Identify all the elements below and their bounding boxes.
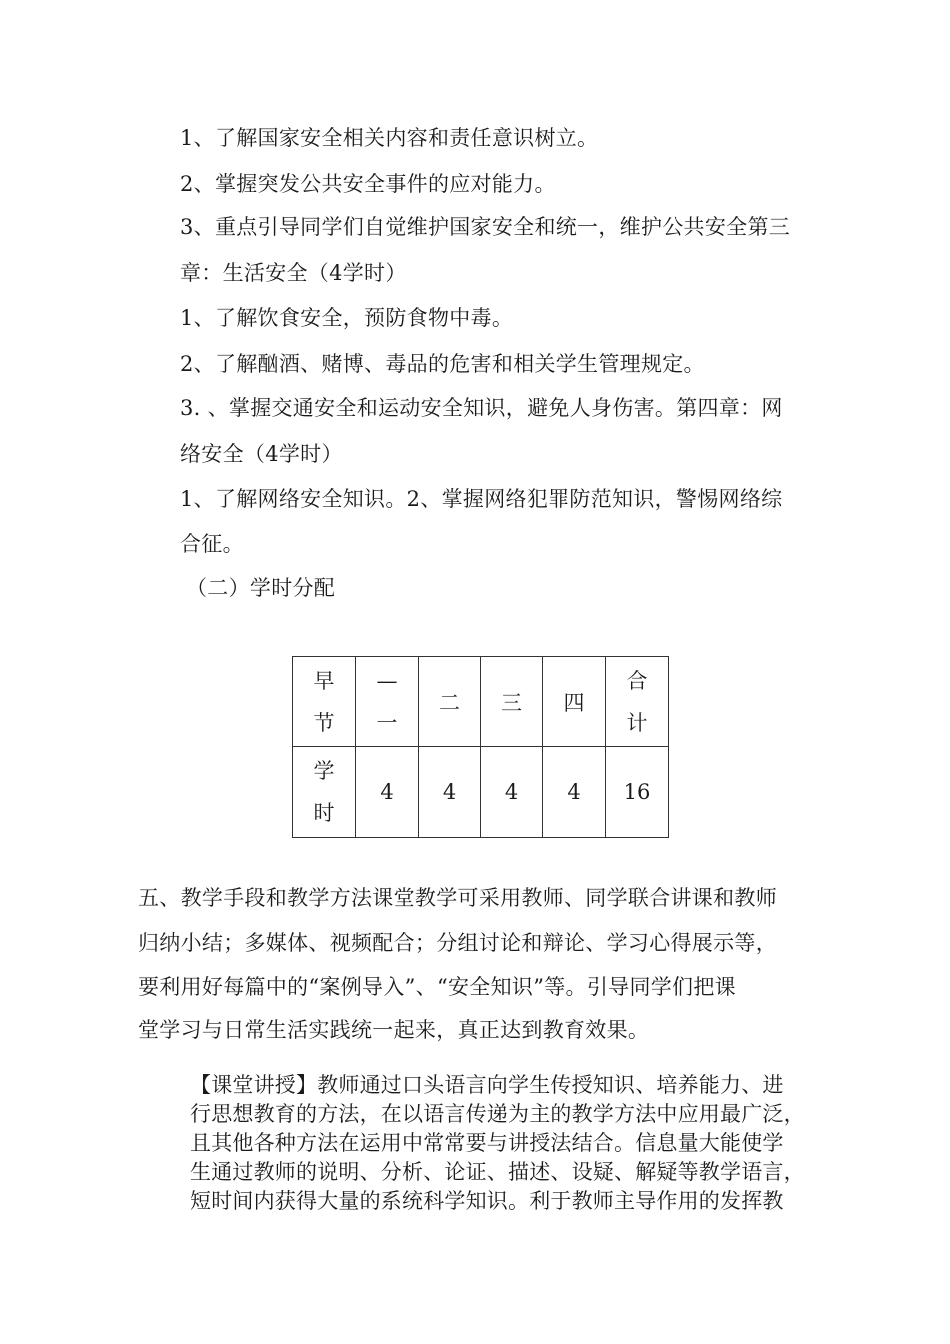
objective-line-2: 2、掌握突发公共安全事件的应对能力。 bbox=[180, 172, 556, 196]
header-label-top: 早 bbox=[313, 668, 335, 693]
lecture-line-4: 生通过教师的说明、分析、论证、描述、设疑、解疑等教学语言， bbox=[190, 1160, 805, 1184]
table-row bbox=[293, 747, 669, 838]
section-5-line-4: 堂学习与日常生活实践统一起来，真正达到教育效果。 bbox=[138, 1018, 650, 1042]
objective-line-4: 1、了解饮食安全，预防食物中毒。 bbox=[180, 306, 514, 330]
section-heading-hours: （二）学时分配 bbox=[186, 576, 336, 600]
lecture-line-1: 【课堂讲授】教师通过口头语言向学生传授知识、培养能力、进 bbox=[190, 1073, 784, 1097]
lecture-line-2: 行思想教育的方法，在以语言传递为主的教学方法中应用最广泛， bbox=[190, 1102, 805, 1126]
section-5-line-3: 要利用好每篇中的“案例导入”、“安全知识”等。引导同学们把课 bbox=[138, 975, 736, 999]
objective-line-7-cont: 合征。 bbox=[180, 532, 244, 556]
hours-allocation-table bbox=[292, 656, 669, 838]
row-label-bottom: 时 bbox=[313, 801, 335, 825]
chapter-3-heading: 章：生活安全（4学时） bbox=[180, 261, 407, 285]
chapter-4-heading: 络安全（4学时） bbox=[180, 442, 343, 466]
header-total-bottom: 计 bbox=[626, 710, 648, 735]
table-header-col-4: 四 bbox=[543, 657, 606, 747]
table-header-row bbox=[293, 657, 669, 747]
table-cell-hours: 4 bbox=[543, 747, 606, 838]
header-label-bottom: 节 bbox=[313, 710, 335, 735]
objective-line-3: 3、重点引导同学们自觉维护国家安全和统一，维护公共安全第三 bbox=[180, 215, 791, 239]
table-header-label bbox=[293, 657, 356, 747]
table-cell-hours: 4 bbox=[481, 747, 543, 838]
section-5-line-1: 五、教学手段和教学方法课堂教学可采用教师、同学联合讲课和教师 bbox=[138, 886, 777, 910]
header-col1-top: — bbox=[376, 668, 398, 693]
objective-line-6: 3. 、掌握交通安全和运动安全知识，避免人身伤害。第四章：网 bbox=[180, 396, 783, 420]
lecture-line-5: 短时间内获得大量的系统科学知识。利于教师主导作用的发挥教 bbox=[190, 1189, 784, 1213]
header-col1-bottom: 一 bbox=[376, 710, 398, 735]
table-cell-hours: 4 bbox=[356, 747, 419, 838]
table-row-label bbox=[293, 747, 356, 838]
section-5-line-2: 归纳小结；多媒体、视频配合；分组讨论和辩论、学习心得展示等， bbox=[138, 931, 777, 955]
table-header-col-3: 三 bbox=[481, 657, 543, 747]
lecture-line-3: 且其他各种方法在运用中常常要与讲授法结合。信息量大能使学 bbox=[190, 1131, 784, 1155]
table-cell-total: 16 bbox=[606, 747, 669, 838]
table-header-total bbox=[606, 657, 669, 747]
table-cell-hours: 4 bbox=[419, 747, 481, 838]
row-label-top: 学 bbox=[313, 759, 335, 783]
header-total-top: 合 bbox=[626, 668, 648, 693]
table-header-col-2: 二 bbox=[419, 657, 481, 747]
table-header-col-1 bbox=[356, 657, 419, 747]
objective-line-7: 1、了解网络安全知识。2、掌握网络犯罪防范知识，警惕网络综 bbox=[180, 487, 783, 511]
objective-line-5: 2、了解酗酒、赌博、毒品的危害和相关学生管理规定。 bbox=[180, 352, 705, 376]
objective-line-1: 1、了解国家安全相关内容和责任意识树立。 bbox=[180, 126, 599, 150]
